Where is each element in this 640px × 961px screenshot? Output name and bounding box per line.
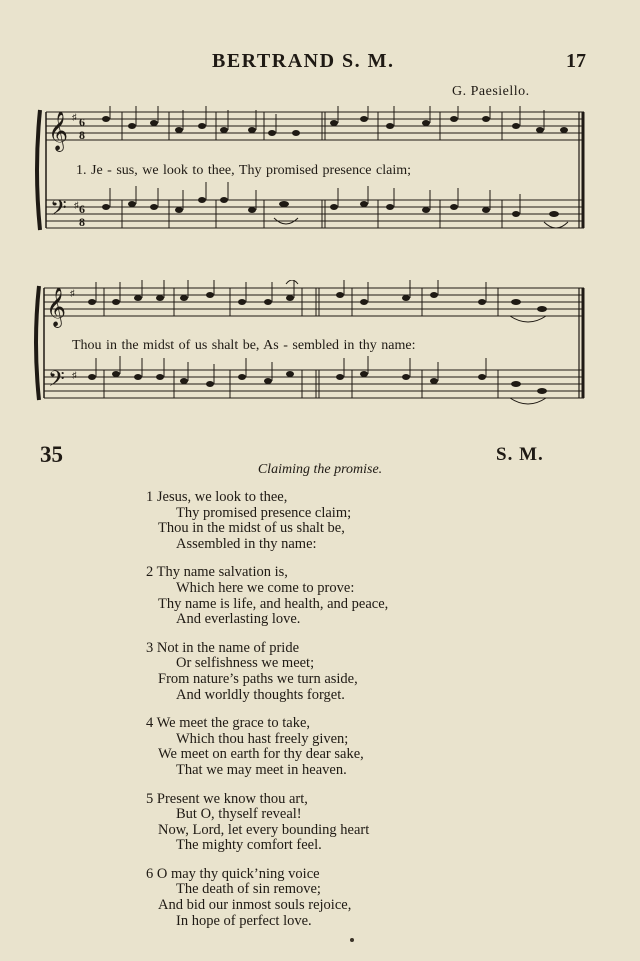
verse-line: But O, thyself reveal!: [176, 806, 302, 823]
verse-line: And everlasting love.: [176, 611, 301, 628]
hymn-subtitle: Claiming the promise.: [257, 462, 383, 477]
svg-text:♯: ♯: [72, 370, 77, 380]
verse-line: We meet on earth for thy dear sake,: [158, 746, 364, 763]
verse-line: From nature’s paths we turn aside,: [158, 670, 358, 687]
page-number: 17: [566, 50, 586, 72]
ink-speck: [350, 938, 354, 942]
verse-line: 3 Not in the name of pride: [146, 639, 300, 656]
composer-credit: G. Paesiello.: [452, 84, 530, 99]
svg-text:♯: ♯: [72, 112, 77, 122]
hymn-verses: [146, 490, 388, 942]
svg-text:♯: ♯: [70, 288, 75, 298]
verse-line: In hope of perfect love.: [176, 912, 312, 929]
verse-line: The mighty comfort feel.: [176, 837, 322, 854]
verse-line: Now, Lord, let every bounding heart: [158, 821, 370, 838]
music-system-2: [34, 280, 594, 412]
svg-text:𝄞: 𝄞: [48, 111, 69, 151]
verse-line: And bid our inmost souls rejoice,: [158, 897, 352, 914]
svg-text:♯: ♯: [74, 200, 79, 210]
verse-line: Thy name is life, and health, and peace,: [158, 595, 389, 612]
tune-title: BERTRAND S. M.: [212, 50, 395, 72]
svg-text:𝄞: 𝄞: [46, 287, 67, 327]
svg-text:8: 8: [79, 128, 85, 142]
verse-line: Which here we come to prove:: [176, 579, 355, 596]
hymn-number: 35: [40, 442, 63, 467]
verse-4: [146, 716, 388, 778]
verse-line: Thou in the midst of us shalt be,: [158, 520, 345, 537]
music-system-1: [34, 106, 594, 248]
verse-line: Or selfishness we meet;: [176, 655, 315, 672]
verse-6: [146, 867, 388, 929]
verse-1: [146, 490, 388, 552]
svg-text:6: 6: [79, 115, 85, 129]
verse-line: 4 We meet the grace to take,: [146, 715, 311, 732]
verse-line: 2 Thy name salvation is,: [146, 564, 288, 581]
verse-line: The death of sin remove;: [176, 881, 321, 898]
hymn-meter: S. M.: [496, 444, 544, 465]
verse-line: Thy promised presence claim;: [176, 504, 352, 521]
verse-line: Which thou hast freely given;: [176, 730, 349, 747]
verse-2: [146, 565, 388, 627]
music-lyrics-line-1: 1. Je - sus, we look to thee, Thy promised presence claim;: [76, 163, 411, 178]
verse-line: And worldly thoughts forget.: [176, 686, 345, 703]
music-lyrics-line-2: Thou in the midst of us shalt be, As - sembled in thy name:: [72, 338, 416, 353]
verse-line: That we may meet in heaven.: [176, 761, 347, 778]
verse-line: 6 O may thy quick’ning voice: [146, 865, 320, 882]
svg-text:6: 6: [79, 202, 85, 216]
svg-text:𝄢: 𝄢: [48, 367, 65, 397]
verse-5: [146, 792, 388, 854]
verse-line: Assembled in thy name:: [176, 535, 317, 552]
verse-line: 1 Jesus, we look to thee,: [146, 489, 288, 505]
svg-text:8: 8: [79, 215, 85, 229]
svg-text:𝄢: 𝄢: [50, 196, 67, 226]
verse-3: [146, 641, 388, 703]
verse-line: 5 Present we know thou art,: [146, 790, 308, 807]
